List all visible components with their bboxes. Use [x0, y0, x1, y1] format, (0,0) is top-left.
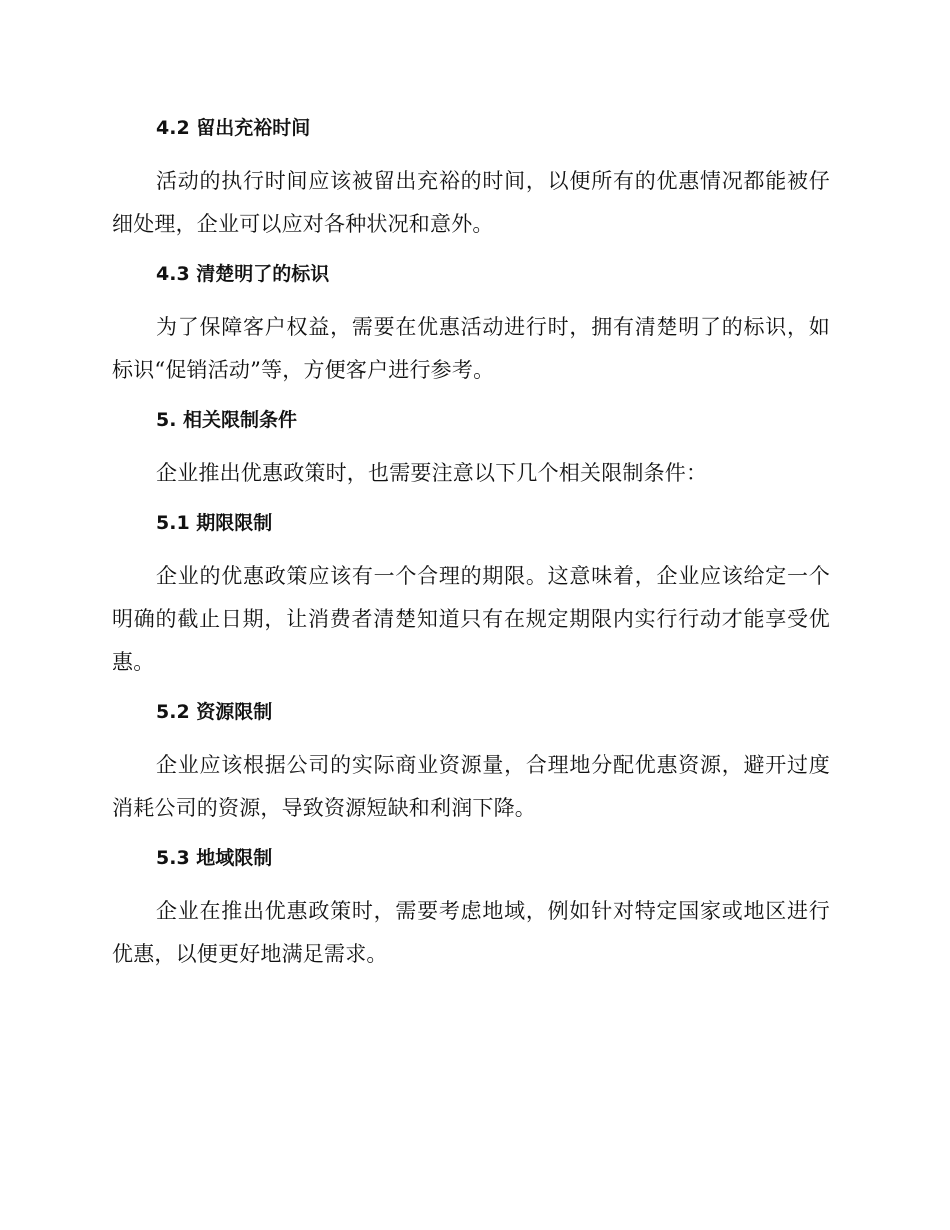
section-heading-4-2: 4.2 留出充裕时间	[156, 117, 311, 139]
section-heading-5-2: 5.2 资源限制	[156, 701, 273, 723]
document-body	[112, 112, 830, 988]
section-paragraph-5-1: 企业的优惠政策应该有一个合理的期限。这意味着，企业应该给定一个明确的截止日期，让消费者清楚知道只有在规定期限内实行行动才能享受优惠。	[112, 564, 830, 674]
section-paragraph-4-2: 活动的执行时间应该被留出充裕的时间，以便所有的优惠情况都能被仔细处理，企业可以应对各种状况和意外。	[112, 169, 830, 236]
section-heading-5-1: 5.1 期限限制	[156, 512, 273, 534]
section-paragraph-4-3: 为了保障客户权益，需要在优惠活动进行时，拥有清楚明了的标识，如标识“促销活动”等，方便客户进行参考。	[112, 315, 830, 382]
section-paragraph-5-3: 企业在推出优惠政策时，需要考虑地域，例如针对特定国家或地区进行优惠，以便更好地满足需求。	[112, 899, 830, 966]
section-heading-4-3: 4.3 清楚明了的标识	[156, 263, 330, 285]
section-heading-5: 5. 相关限制条件	[156, 409, 298, 431]
section-paragraph-5: 企业推出优惠政策时，也需要注意以下几个相关限制条件：	[156, 461, 708, 485]
section-paragraph-5-2: 企业应该根据公司的实际商业资源量，合理地分配优惠资源，避开过度消耗公司的资源，导致资源短缺和利润下降。	[112, 753, 830, 820]
section-heading-5-3: 5.3 地域限制	[156, 847, 273, 869]
